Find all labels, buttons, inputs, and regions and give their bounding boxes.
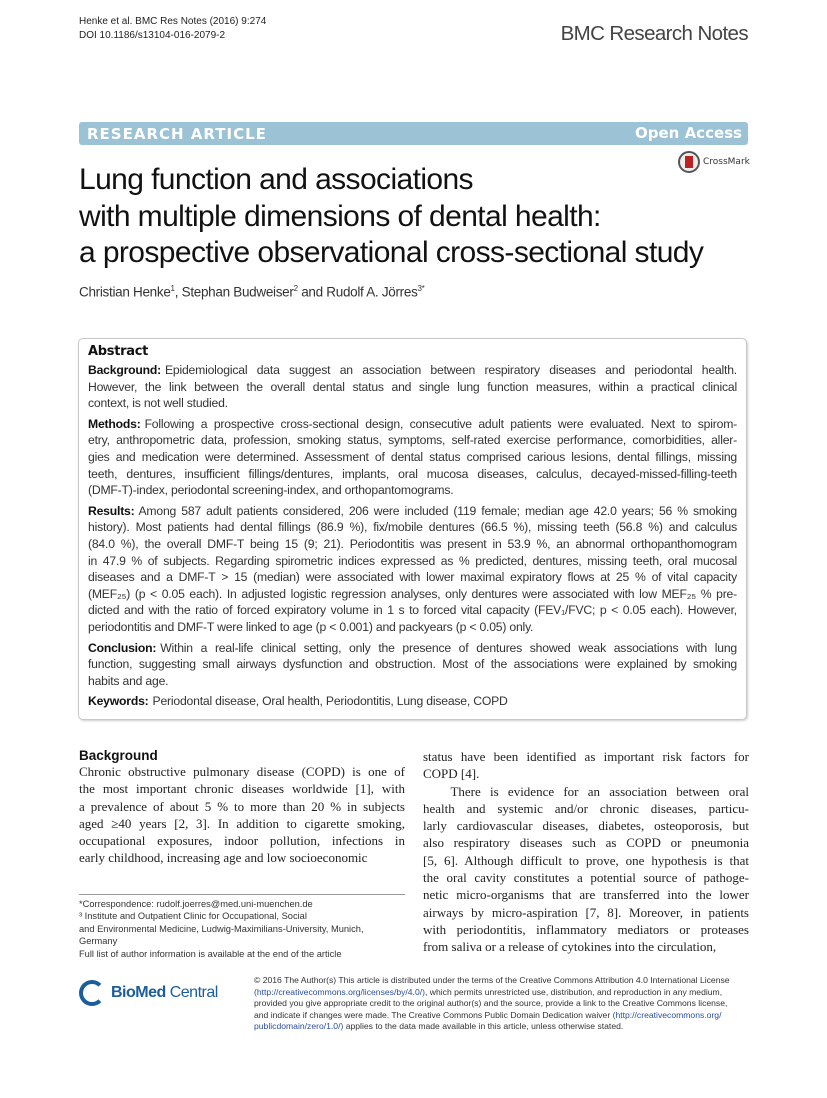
author-separator: , xyxy=(174,284,182,299)
abstract-text: (84.0 %), the overall DMF-T being 15 (9; 21). Periodontitis was present in 53.9 %, an abnormal orthopanthomogram xyxy=(88,536,737,551)
body-left-column xyxy=(79,748,405,867)
author-affiliation: 3* xyxy=(417,283,425,293)
abstract-section xyxy=(88,640,737,690)
body-line: with periodontitis, inflammatory mediators or proteases xyxy=(423,921,749,937)
body-paragraph xyxy=(423,748,749,956)
body-line: aged ≥40 years [2, 3]. In addition to cigarette smoking, xyxy=(79,815,405,831)
abstract-line xyxy=(88,432,737,449)
body-right-column xyxy=(423,748,749,956)
body-line: health and systemic and/or chronic diseases, particu- xyxy=(423,800,749,816)
abstract-line xyxy=(88,640,737,657)
abstract-text: etry, anthropometric data, profession, smoking status, symptoms, self-rated exercise performance, comorbidities, aller- xyxy=(88,433,737,448)
abstract-section-label: Background: xyxy=(88,363,161,377)
footnotes xyxy=(79,898,405,960)
footnote-line: Germany xyxy=(79,936,118,947)
abstract-line xyxy=(88,693,737,710)
title-line: Lung function and associations xyxy=(79,163,473,196)
abstract-section-label: Keywords: xyxy=(88,694,149,709)
abstract-line xyxy=(88,619,737,636)
license-text-part: and indicate if changes were made. The Creative Commons Public Domain Dedication waiver xyxy=(254,1009,613,1020)
body-line: the oral cavity constitutes a potential source of pathoge- xyxy=(423,870,749,886)
article-type-label: RESEARCH ARTICLE xyxy=(87,125,267,143)
abstract-line xyxy=(88,602,737,619)
body-line: a prevalence of about 5 % to more than 20 % in subjects xyxy=(79,798,405,814)
open-access-label: Open Access xyxy=(635,124,742,142)
license-text-part: applies to the data made available in this article, unless otherwise stated. xyxy=(343,1021,624,1032)
abstract-line xyxy=(88,379,737,396)
abstract-section xyxy=(88,503,737,636)
abstract-line xyxy=(88,553,737,570)
abstract-section-label: Results: xyxy=(88,503,135,518)
abstract-text: (DMF-T)-index, periodontal screening-index, and orthopantomograms. xyxy=(88,483,454,498)
abstract-section-label: Conclusion: xyxy=(88,640,157,655)
license-text-part: © 2016 The Author(s) This article is distributed under the terms of the Creative Commons Attribution 4.0 International License xyxy=(254,975,730,985)
body-line: COPD [4]. xyxy=(423,766,480,782)
abstract-section xyxy=(88,416,737,499)
author-name: Stephan Budweiser xyxy=(181,284,294,299)
crossmark-label: CrossMark xyxy=(703,157,750,167)
author-affiliation: 2 xyxy=(293,283,298,293)
abstract-text: gies and medication were determined. Assessment of dental status comprised carious lesions, dental fillings, missing xyxy=(88,449,737,464)
title-line: with multiple dimensions of dental health: xyxy=(79,199,601,233)
body-paragraph xyxy=(79,763,405,867)
body-line: [5, 6]. Although difficult to prove, one hypothesis is that xyxy=(423,852,749,868)
abstract-text: habits and age. xyxy=(88,673,169,688)
abstract-text: history). Most patients had dental fillings (86.9 %), fix/mobile dentures (66.5 %), missing teeth (56.8 %) and calculus xyxy=(88,520,737,535)
license-link[interactable]: publicdomain/zero/1.0/) xyxy=(254,1021,344,1032)
footnote-line[interactable]: *Correspondence: rudolf.joerres@med.uni-muenchen.de xyxy=(79,899,313,909)
license-line xyxy=(254,975,744,987)
body-line: larly cardiovascular diseases, diabetes, osteoporosis, but xyxy=(423,818,749,834)
abstract-text: (MEF₂₅) (p < 0.05 each). In adjusted logistic regression analyses, only dentures were associated with low MEF₂₅ % pre- xyxy=(88,586,737,601)
body-line: netic micro-organisms that are transferred into the lower xyxy=(423,887,749,903)
author-name: Christian Henke xyxy=(79,284,171,299)
title-block xyxy=(79,162,748,299)
license-line xyxy=(254,1021,744,1033)
author-name: Rudolf A. Jörres xyxy=(326,284,418,299)
section-heading-background: Background xyxy=(79,748,158,763)
license-text-part: , which permits unrestricted use, distribution, and reproduction in any medium, xyxy=(425,986,723,997)
abstract-text: teeth, dentures, insufficient fillings/dentures, implants, oral mucosa diseases, calculus, decayed-missed-filling-teeth xyxy=(88,466,737,481)
abstract-text: Periodontal disease, Oral health, Periodontitis, Lung disease, COPD xyxy=(152,694,508,709)
license-text xyxy=(254,975,744,1033)
abstract-text: Following a prospective cross-sectional design, consecutive adult patients were evaluated. Next to spirom- xyxy=(144,416,737,431)
license-link[interactable]: (http://creativecommons.org/licenses/by/4.0/) xyxy=(254,986,425,997)
article-type-banner xyxy=(79,122,748,145)
body-line: Chronic obstructive pulmonary disease (COPD) is one of xyxy=(79,764,405,779)
citation-block xyxy=(79,15,266,43)
biomed-central-logo xyxy=(79,980,218,1006)
abstract-section-label: Methods: xyxy=(88,416,141,431)
abstract-text: context, is not well studied. xyxy=(88,396,228,411)
abstract-box xyxy=(78,338,747,720)
article-citation: Henke et al. BMC Res Notes (2016) 9:274 xyxy=(79,16,267,27)
journal-name: BMC Research Notes xyxy=(560,22,748,45)
body-line: from saliva or a release of cytokines into the circulation, xyxy=(423,939,717,955)
abstract-line xyxy=(88,482,737,499)
abstract-line xyxy=(88,362,737,379)
author-list xyxy=(79,284,748,300)
footnote-line: Full list of author information is available at the end of the article xyxy=(79,948,342,959)
abstract-line xyxy=(88,656,737,673)
abstract-text: However, the link between the overall dental status and single lung function measures, within a practical clinical xyxy=(88,379,737,394)
abstract-line xyxy=(88,536,737,553)
license-line xyxy=(254,1010,744,1022)
body-line: airways by micro-aspiration [7, 8]. Moreover, in patients xyxy=(423,904,749,920)
abstract-text: periodontitis and DMF-T were linked to age (p < 0.001) and packyears (p < 0.05) only. xyxy=(88,619,534,634)
body-line: occupational exposures, indoor pollution, infections in xyxy=(79,833,405,849)
abstract-text: Within a real-life clinical setting, only the presence of dentures showed weak associations with lung xyxy=(160,640,737,655)
abstract-line xyxy=(88,569,737,586)
body-line: the most important chronic diseases worldwide [1], with xyxy=(79,781,405,797)
abstract-line xyxy=(88,519,737,536)
abstract-line xyxy=(88,395,737,412)
abstract-line xyxy=(88,673,737,690)
article-doi[interactable]: DOI 10.1186/s13104-016-2079-2 xyxy=(79,30,226,41)
abstract-text: dicted and with the ratio of forced expiratory volume in 1 s to forced vital capacity (FEV₁/FVC; p < 0.05 each). However, xyxy=(88,603,737,618)
footnote-divider xyxy=(79,894,405,895)
abstract-line xyxy=(88,416,737,433)
license-link[interactable]: (http://creativecommons.org/ xyxy=(612,1009,722,1020)
title-line: a prospective observational cross-sectional study xyxy=(79,236,704,269)
abstract-text: diseases and a DMF-T > 15 (median) were associated with lower maximal expiratory flows at 25 % of vital capacity xyxy=(88,570,737,585)
footnote-line: ³ Institute and Outpatient Clinic for Occupational, Social xyxy=(79,911,307,922)
logo-text: Central xyxy=(165,984,218,1001)
article-title xyxy=(79,162,748,272)
footnote-line: and Environmental Medicine, Ludwig-Maximilians-University, Munich, xyxy=(79,923,364,934)
body-line: There is evidence for an association between oral xyxy=(423,783,749,799)
abstract-section xyxy=(88,693,737,710)
logo-bold-text: BioMed xyxy=(111,984,166,1001)
abstract-text: Among 587 adult patients considered, 206 were included (119 female; median age 42.0 years; 56 % smoking xyxy=(138,503,737,518)
abstract-sections xyxy=(88,362,737,710)
body-line: early childhood, increasing age and low socioeconomic xyxy=(79,850,368,866)
biomed-logo-icon xyxy=(79,980,105,1006)
body-line: status have been identified as important risk factors for xyxy=(423,749,749,764)
abstract-text: function, suggesting small airways dysfunction and obstruction. Most of the associations were explained by smoking xyxy=(88,657,737,672)
abstract-line xyxy=(88,586,737,603)
abstract-line xyxy=(88,449,737,466)
abstract-section xyxy=(88,362,737,412)
abstract-line xyxy=(88,466,737,483)
body-line: also respiratory diseases such as COPD or pneumonia xyxy=(423,835,749,851)
abstract-text: in 47.9 % of subjects. Regarding spirometric indices expressed as % predicted, dentures, missing teeth, oral mucosal xyxy=(88,553,737,568)
license-text-part: provided you give appropriate credit to the original author(s) and the source, provide a link to the Creative Commons license, xyxy=(254,998,728,1009)
abstract-line xyxy=(88,503,737,520)
abstract-heading: Abstract xyxy=(88,344,149,359)
abstract-text: Epidemiological data suggest an association between respiratory diseases and periodontal health. xyxy=(164,363,737,377)
license-line xyxy=(254,987,744,999)
author-separator: and xyxy=(297,284,327,299)
author-affiliation: 1 xyxy=(170,283,175,293)
license-line xyxy=(254,998,744,1010)
